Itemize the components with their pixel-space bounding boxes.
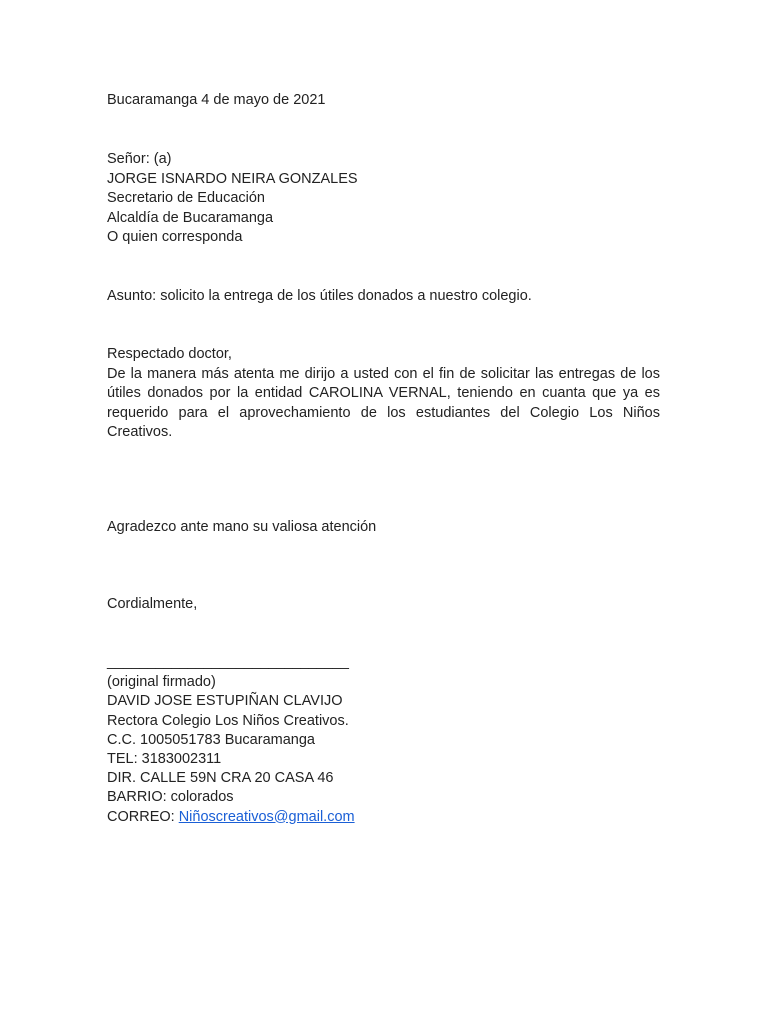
recipient-title: Secretario de Educación [107,190,265,206]
signer-id: C.C. 1005051783 Bucaramanga [107,732,315,748]
body-paragraph: De la manera más atenta me dirijo a usted con el fin de solicitar las entregas de los útiles donados por la entidad CAROLINA VERNAL, teniendo en cuanta que ya es requerido para el aprovechamiento de los estudiantes del Colegio Los Niños Creativos. [107,365,660,440]
email-label: CORREO: [107,808,179,825]
signer-phone: TEL: 3183002311 [107,751,222,767]
recipient-office: Alcaldía de Bucaramanga [107,209,274,226]
closing: Cordialmente, [107,596,198,612]
signature-line: ______________________________ [107,654,349,670]
date-line: Bucaramanga 4 de mayo de 2021 [107,92,326,108]
recipient-alt: O quien corresponda [107,229,243,245]
signer-address: DIR. CALLE 59N CRA 20 CASA 46 [107,770,334,786]
signer-barrio: BARRIO: colorados [107,789,234,805]
signature-note: (original firmado) [107,673,216,690]
recipient-salutation: Señor: (a) [107,151,172,167]
signer-email-row [107,808,355,828]
subject-line: Asunto: solicito la entrega de los útiles donados a nuestro colegio. [107,288,532,304]
greeting: Respectado doctor, [107,346,232,362]
signer-name: DAVID JOSE ESTUPIÑAN CLAVIJO [107,693,343,709]
email-link[interactable]: Niñoscreativos@gmail.com [178,808,355,825]
recipient-name: JORGE ISNARDO NEIRA GONZALES [107,170,358,187]
thanks-line: Agradezco ante mano su valiosa atención [107,519,377,535]
signer-role: Rectora Colegio Los Niños Creativos. [107,712,349,729]
